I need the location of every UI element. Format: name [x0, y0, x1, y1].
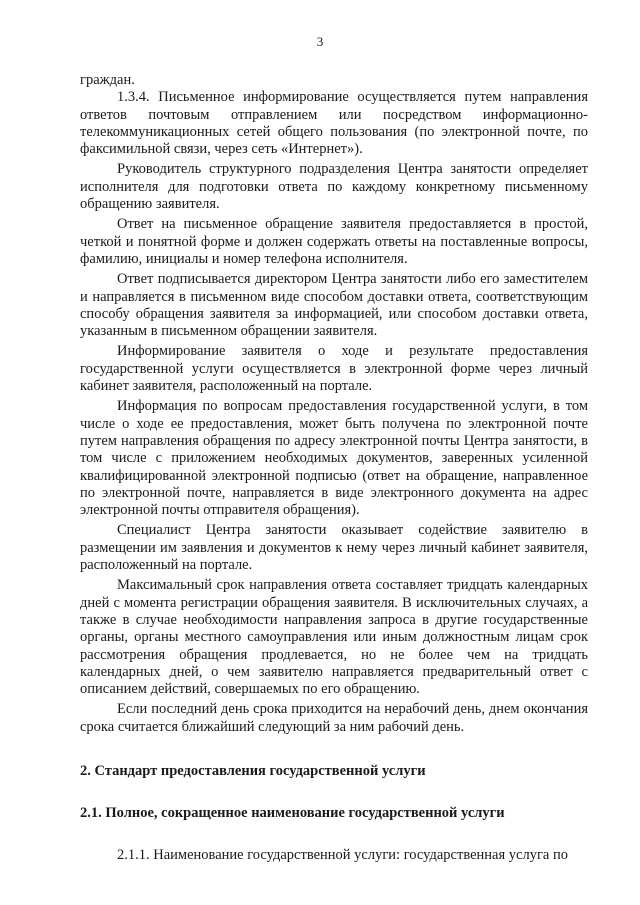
section-heading: 2. Стандарт предоставления государственной услуги	[80, 762, 426, 779]
paragraph-answer-signing: Ответ подписывается директором Центра занятости либо его заместителем и направляется в письменном виде способом доставки ответа, соответствующим способу обращения заявителя за информацией, или способом доставки ответа, указанным в письменном обращении заявителя.	[80, 271, 588, 340]
page-number: 3	[316, 34, 324, 49]
paragraph-email-information: Информация по вопросам предоставления государственной услуги, в том числе о ходе ее предоставления, может быть получена по электронной почте путем направления обращения по адресу электронной почты Центра занятости, в том числе с приложением необходимых документов, заверенных усиленной квалифицированной электронной подписью (ответ на обращение, направленное по электронной почте, направляется в виде электронного документа на адрес электронной почты отправителя обращения).	[80, 398, 588, 519]
paragraph-electronic-informing: Информирование заявителя о ходе и результате предоставления государственной услуги осуществляется в электронной форме через личный кабинет заявителя, расположенный на портале.	[80, 343, 588, 395]
paragraph-continuation: граждан.	[80, 72, 135, 88]
document-body	[80, 72, 588, 864]
paragraph-written-informing: 1.3.4. Письменное информирование осуществляется путем направления ответов почтовым отправлением или посредством информационно-телекоммуникационных сетей общего пользования (по электронной почте, по факсимильной связи, через сеть «Интернет»).	[80, 89, 588, 158]
paragraph-response-deadline: Максимальный срок направления ответа составляет тридцать календарных дней с момента регистрации обращения заявителя. В исключительных случаях, а также в случае необходимости направления запроса в другие государственные органы, органы местного самоуправления или иным должностным лицам срок рассмотрения обращения продлевается, но не более чем на тридцать календарных дней, о чем заявителю направляется предварительный ответ с описанием действий, совершаемых по его обращению.	[80, 577, 588, 698]
paragraph-specialist-assistance: Специалист Центра занятости оказывает содействие заявителю в размещении им заявления и документов к нему через личный кабинет заявителя, расположенный на портале.	[80, 522, 588, 574]
paragraph-answer-form: Ответ на письменное обращение заявителя предоставляется в простой, четкой и понятной форме и должен содержать ответы на поставленные вопросы, фамилию, инициалы и номер телефона исполнителя.	[80, 216, 588, 267]
paragraph-executor: Руководитель структурного подразделения Центра занятости определяет исполнителя для подготовки ответа по каждому конкретному письменному обращению заявителя.	[80, 161, 588, 213]
paragraph-non-working-day: Если последний день срока приходится на нерабочий день, днем окончания срока считается ближайший следующий за ним рабочий день.	[80, 701, 588, 735]
subsection-heading: 2.1. Полное, сокращенное наименование государственной услуги	[80, 805, 505, 822]
paragraph-service-name: 2.1.1. Наименование государственной услуги: государственная услуга по	[117, 846, 568, 863]
